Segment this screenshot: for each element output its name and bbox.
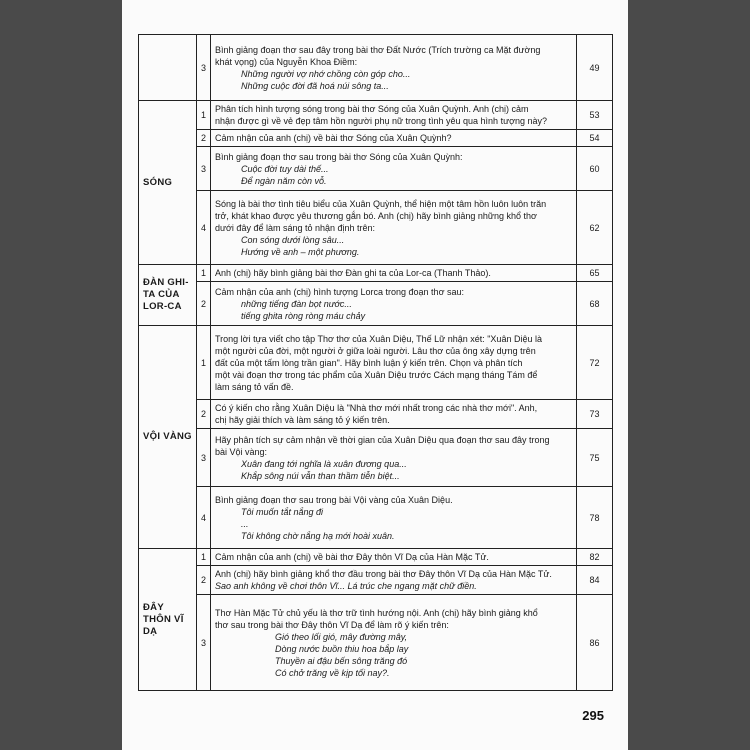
description-line: chị hãy giải thích và làm sáng tỏ ý kiến trên. <box>215 415 390 425</box>
page-ref: 68 <box>577 282 613 326</box>
poem-line: Gió theo lối gió, mây đường mây, <box>275 631 408 642</box>
section-cell-empty <box>139 35 197 101</box>
page-ref: 49 <box>577 35 613 101</box>
item-description <box>211 566 577 595</box>
item-number: 1 <box>197 549 211 566</box>
description-line: bài Vội vàng: <box>215 446 268 457</box>
description-line: Bình giảng đoạn thơ sau trong bài Vội vàng của Xuân Diệu. <box>215 494 453 505</box>
page-ref: 60 <box>577 147 613 191</box>
table-row <box>139 487 613 549</box>
poem-line: Tôi không chờ nắng hạ mới hoài xuân. <box>241 530 395 541</box>
book-page <box>122 0 628 750</box>
description-line: trở, khát khao được yêu thương gắn bó. Anh (chị) hãy bình giảng những khổ thơ <box>215 210 537 221</box>
item-description <box>211 595 577 691</box>
page-ref: 75 <box>577 429 613 487</box>
table-row <box>139 265 613 282</box>
poem-line: Những cuộc đời đã hoá núi sông ta... <box>241 80 389 91</box>
page-ref: 54 <box>577 130 613 147</box>
description-line: Sóng là bài thơ tình tiêu biểu của Xuân Quỳnh, thể hiện một tâm hồn luôn luôn trăn <box>215 198 547 209</box>
table-row <box>139 549 613 566</box>
description-line: Hãy phân tích sự cảm nhận về thời gian của Xuân Diệu qua đoạn thơ sau đây trong <box>215 434 550 445</box>
table-row <box>139 147 613 191</box>
page-number: 295 <box>582 708 604 723</box>
description-line: một người của đời, một người ở giữa loài người. Lâu thơ của ông xây dựng trên <box>215 345 536 356</box>
poem-line: Dòng nước buồn thiu hoa bắp lay <box>275 643 409 654</box>
poem-line: Để ngàn năm còn vỗ. <box>241 175 327 186</box>
item-description <box>211 282 577 326</box>
description-line: Anh (chị) hãy bình giảng khổ thơ đầu trong bài thơ Đây thôn Vĩ Dạ của Hàn Mặc Tử. <box>215 569 552 579</box>
table-row <box>139 429 613 487</box>
item-number: 2 <box>197 282 211 326</box>
item-number: 1 <box>197 265 211 282</box>
contents-table <box>138 34 613 691</box>
description-line: Bình giảng đoạn thơ sau đây trong bài thơ Đất Nước (Trích trường ca Mặt đường <box>215 44 541 55</box>
item-description <box>211 35 577 101</box>
item-description <box>211 147 577 191</box>
page-ref: 84 <box>577 566 613 595</box>
poem-line: Có chở trăng về kịp tối nay?. <box>275 667 390 678</box>
item-description <box>211 326 577 400</box>
poem-line: những tiếng đàn bọt nước... <box>241 298 352 309</box>
left-dark-margin <box>0 0 122 750</box>
item-number: 2 <box>197 130 211 147</box>
item-description <box>211 400 577 429</box>
section-title: ĐÀN GHI-TA CỦA LOR-CA <box>139 265 197 326</box>
item-description <box>211 549 577 566</box>
page-ref: 72 <box>577 326 613 400</box>
description-line: thơ sau trong bài thơ Đây thôn Vĩ Dạ để làm rõ ý kiến trên: <box>215 619 449 630</box>
page-ref: 65 <box>577 265 613 282</box>
poem-line: Con sóng dưới lòng sâu... <box>241 234 345 245</box>
table-row <box>139 101 613 130</box>
description-line: Trong lời tựa viết cho tập Thơ thơ của Xuân Diệu, Thế Lữ nhận xét: "Xuân Diệu là <box>215 333 542 344</box>
item-number: 3 <box>197 147 211 191</box>
section-title: ĐÂY THÔN VĨ DẠ <box>139 549 197 691</box>
poem-line: Thuyền ai đậu bến sông trăng đó <box>275 655 408 666</box>
table-row <box>139 400 613 429</box>
item-description <box>211 130 577 147</box>
item-number: 3 <box>197 595 211 691</box>
description-line: đất của một tấm lòng trần gian". Hãy bình luận ý kiến trên. Chọn và phân tích <box>215 357 523 368</box>
description-line: nhận được gì về vẻ đẹp tâm hồn người phụ nữ trong tình yêu qua hình tượng này? <box>215 116 548 126</box>
table-row <box>139 282 613 326</box>
section-title: VỘI VÀNG <box>139 326 197 549</box>
description-line: Có ý kiến cho rằng Xuân Diệu là "Nhà thơ mới nhất trong các nhà thơ mới". Anh, <box>215 403 538 413</box>
description-line: Cảm nhận của anh (chị) về bài thơ Sóng của Xuân Quỳnh? <box>215 133 452 143</box>
description-line: Bình giảng đoạn thơ sau trong bài thơ Sóng của Xuân Quỳnh: <box>215 151 463 162</box>
item-number: 3 <box>197 429 211 487</box>
item-number: 1 <box>197 101 211 130</box>
item-number: 2 <box>197 400 211 429</box>
page-ref: 53 <box>577 101 613 130</box>
poem-line: Khắp sông núi vẫn than thầm tiễn biệt... <box>241 470 400 481</box>
poem-line: Cuộc đời tuy dài thế... <box>241 163 329 174</box>
table-row <box>139 326 613 400</box>
poem-line: Xuân đang tới nghĩa là xuân đương qua... <box>241 458 407 469</box>
item-number: 4 <box>197 487 211 549</box>
description-line: một vài đoạn thơ trong tác phẩm của Xuân Diệu trước Cách mạng tháng Tám để <box>215 369 538 380</box>
item-number: 4 <box>197 191 211 265</box>
table-row <box>139 191 613 265</box>
page-ref: 73 <box>577 400 613 429</box>
item-number: 2 <box>197 566 211 595</box>
poem-line: Những người vợ nhớ chồng còn góp cho... <box>241 68 411 79</box>
poem-line: Tôi muốn tắt nắng đi <box>241 506 324 517</box>
item-number: 1 <box>197 326 211 400</box>
description-line: Cảm nhận của anh (chị) về bài thơ Đây thôn Vĩ Dạ của Hàn Mặc Tử. <box>215 552 489 562</box>
description-line: Phân tích hình tượng sóng trong bài thơ Sóng của Xuân Quỳnh. Anh (chị) cảm <box>215 104 529 114</box>
poem-line: ... <box>241 518 249 529</box>
poem-line: tiếng ghita ròng ròng máu chảy <box>241 310 366 321</box>
section-title: SÓNG <box>139 101 197 265</box>
table-row <box>139 566 613 595</box>
description-line: khát vọng) của Nguyễn Khoa Điềm: <box>215 56 358 67</box>
page-ref: 82 <box>577 549 613 566</box>
description-line: Anh (chị) hãy bình giảng bài thơ Đàn ghi ta của Lor-ca (Thanh Thảo). <box>215 268 491 278</box>
description-line: Cảm nhận của anh (chị) hình tượng Lorca trong đoạn thơ sau: <box>215 286 464 297</box>
item-number: 3 <box>197 35 211 101</box>
item-description <box>211 429 577 487</box>
table-row <box>139 595 613 691</box>
description-line: Sao anh không về chơi thôn Vĩ... Lá trúc che ngang mặt chữ điền. <box>215 581 477 591</box>
item-description <box>211 191 577 265</box>
item-description <box>211 487 577 549</box>
right-dark-margin <box>628 0 750 750</box>
page-ref: 62 <box>577 191 613 265</box>
page-ref: 86 <box>577 595 613 691</box>
item-description <box>211 265 577 282</box>
description-line: dưới đây để làm sáng tỏ nhận định trên: <box>215 222 376 233</box>
page-ref: 78 <box>577 487 613 549</box>
table-row <box>139 130 613 147</box>
item-description <box>211 101 577 130</box>
description-line: làm sáng tỏ vấn đề. <box>215 381 294 392</box>
description-line: Thơ Hàn Mặc Tử chủ yếu là thơ trữ tình hướng nội. Anh (chị) hãy bình giảng khổ <box>215 607 538 618</box>
poem-line: Hướng về anh – một phương. <box>241 246 360 257</box>
table-row <box>139 35 613 101</box>
